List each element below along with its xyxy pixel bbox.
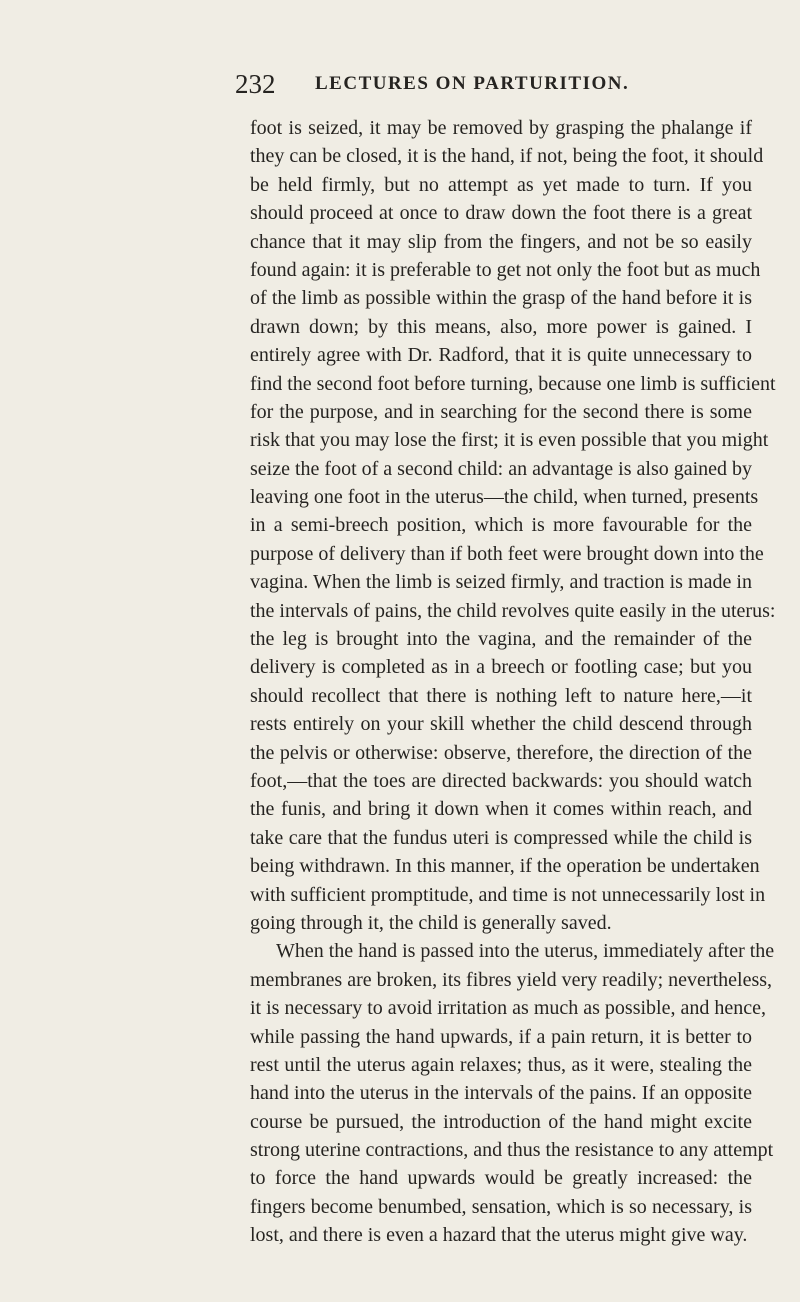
text-line: while passing the hand upwards, if a pain return, it is better to — [250, 1025, 752, 1048]
text-line: going through it, the child is generally saved. — [250, 911, 612, 934]
running-header — [0, 64, 800, 104]
text-line: strong uterine contractions, and thus the resistance to any attempt — [250, 1139, 774, 1162]
text-line: entirely agree with Dr. Radford, that it is quite unnecessary to — [250, 344, 752, 367]
text-line: be held firmly, but no attempt as yet made to turn. If you — [250, 173, 752, 196]
running-title: LECTURES ON PARTURITION. — [315, 73, 630, 94]
text-line: delivery is completed as in a breech or footling case; but you — [250, 656, 752, 679]
text-line: to force the hand upwards would be greatly increased: the — [250, 1167, 752, 1190]
text-line: with sufficient promptitude, and time is not unnecessarily lost in — [250, 883, 766, 906]
text-line: found again: it is preferable to get not only the foot but as much — [250, 258, 761, 281]
text-line: it is necessary to avoid irritation as much as possible, and hence, — [250, 997, 766, 1020]
text-line: take care that the fundus uteri is compressed while the child is — [250, 826, 752, 849]
text-line: should proceed at once to draw down the foot there is a great — [250, 202, 752, 225]
text-line: the funis, and bring it down when it comes within reach, and — [250, 798, 752, 821]
text-line: hand into the uterus in the intervals of the pains. If an opposite — [250, 1082, 752, 1105]
text-line: the intervals of pains, the child revolves quite easily in the uterus: — [250, 599, 776, 622]
text-line: seize the foot of a second child: an advantage is also gained by — [250, 457, 753, 480]
text-line: drawn down; by this means, also, more power is gained. I — [250, 315, 752, 338]
text-line: fingers become benumbed, sensation, which is so necessary, is — [250, 1195, 752, 1218]
text-line: When the hand is passed into the uterus, immediately after the — [276, 940, 775, 963]
text-line: the leg is brought into the vagina, and the remainder of the — [250, 628, 752, 651]
text-line: they can be closed, it is the hand, if not, being the foot, it should — [250, 145, 764, 168]
text-line: for the purpose, and in searching for the second there is some — [250, 400, 752, 423]
text-line: purpose of delivery than if both feet were brought down into the — [250, 542, 764, 565]
text-line: chance that it may slip from the fingers, and not be so easily — [250, 230, 752, 253]
text-line: leaving one foot in the uterus—the child, when turned, presents — [250, 486, 759, 509]
text-line: find the second foot before turning, because one limb is sufficient — [250, 372, 776, 395]
body-text — [250, 114, 776, 1250]
text-line: risk that you may lose the first; it is even possible that you might — [250, 429, 769, 452]
text-line: rest until the uterus again relaxes; thus, as it were, stealing the — [250, 1053, 752, 1076]
paragraph-2 — [250, 937, 775, 1249]
text-line: lost, and there is even a hazard that the uterus might give way. — [250, 1224, 748, 1247]
page-number: 232 — [235, 69, 276, 99]
text-line: the pelvis or otherwise: observe, therefore, the direction of the — [250, 741, 752, 764]
text-line: of the limb as possible within the grasp of the hand before it is — [250, 287, 752, 310]
paragraph-1 — [250, 114, 776, 937]
text-line: foot,—that the toes are directed backwards: you should watch — [250, 769, 752, 792]
text-line: rests entirely on your skill whether the child descend through — [250, 713, 752, 736]
text-line: membranes are broken, its fibres yield very readily; nevertheless, — [250, 968, 773, 991]
text-line: course be pursued, the introduction of the hand might excite — [250, 1110, 752, 1133]
text-line: being withdrawn. In this manner, if the operation be undertaken — [250, 855, 760, 878]
text-line: in a semi-breech position, which is more favourable for the — [250, 514, 752, 537]
text-line: should recollect that there is nothing left to nature here,—it — [250, 684, 752, 707]
text-line: vagina. When the limb is seized firmly, and traction is made in — [250, 571, 752, 594]
text-line: foot is seized, it may be removed by grasping the phalange if — [250, 117, 752, 139]
